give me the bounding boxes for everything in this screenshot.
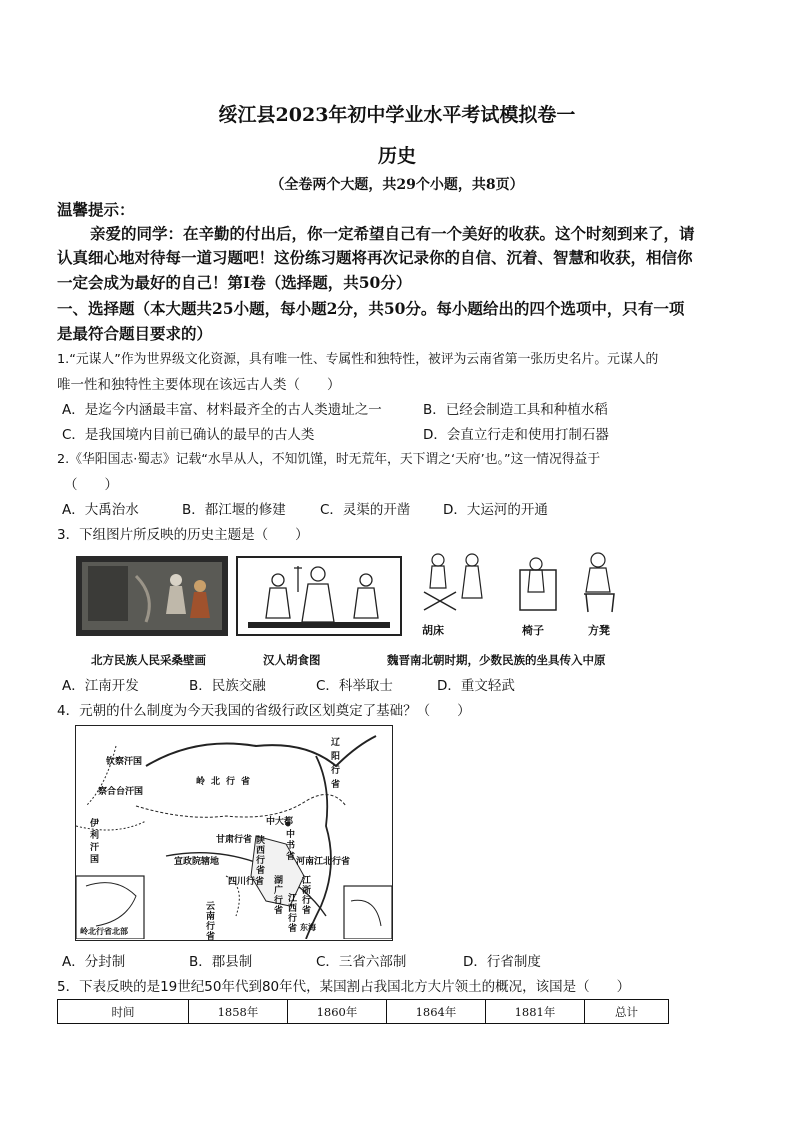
q3-option-b[interactable]: B．民族交融 (189, 678, 266, 694)
q3-caption-mural: 北方民族人民采桑壁画 (91, 653, 206, 667)
map-label-kipchak: 钦察汗国 (106, 757, 143, 767)
q4-stem: 4．元朝的什么制度为今天我国的省级行政区划奠定了基础？（ ） (57, 703, 471, 719)
furniture-label-hu-bed: 胡床 (422, 624, 444, 637)
exam-title: 绥江县2023年初中学业水平考试模拟卷一 (218, 104, 576, 126)
han-hu-food-image (236, 556, 402, 636)
subject-title: 历史 (377, 145, 416, 167)
map-label-huguang: 湖广行省 (274, 876, 284, 916)
q5-stem: 5．下表反映的是19世纪50年代到80年代，某国割占我国北方大片领土的概况，该国是（ ） (57, 979, 631, 995)
map-label-lingbei: 岭北行省 (196, 777, 257, 787)
q2-stem-line-1: 2.《华阳国志·蜀志》记载“水旱从人，不知饥馑，时无荒年，天下谓之‘天府’也。”这一情况得益于 (57, 452, 601, 467)
furniture-label-stool: 方凳 (588, 624, 610, 637)
map-label-sichuan: 四川行省 (228, 877, 265, 887)
q4-option-b[interactable]: B．郡县制 (189, 954, 253, 970)
q4-option-d[interactable]: D．行省制度 (463, 954, 541, 970)
map-label-ilkhan: 伊利汗国 (90, 819, 100, 865)
q2-option-a[interactable]: A．大禹治水 (62, 502, 139, 518)
map-label-chagatai: 察合台汗国 (98, 787, 144, 797)
section-1-line-1: 一、选择题（本大题共25小题，每小题2分，共50分。每小题给出的四个选项中，只有一项 (57, 299, 685, 318)
q2-stem-line-2: （ ） (64, 477, 118, 493)
q2-option-c[interactable]: C．灵渠的开凿 (320, 502, 411, 518)
map-label-zhongshu: 中书省 (286, 830, 296, 862)
tip-line-2: 认真细心地对待每一道习题吧！这份练习题将再次记录你的自信、沉着、智慧和收获，相信你 (57, 248, 693, 267)
q3-stem: 3．下组图片所反映的历史主题是（ ） (57, 527, 309, 543)
han-diners-icon (238, 558, 400, 634)
q3-option-a[interactable]: A．江南开发 (62, 678, 139, 694)
q3-caption-hu-food: 汉人胡食图 (263, 653, 321, 667)
exam-structure-note: （全卷两个大题，共29个小题，共8页） (270, 177, 524, 193)
q1-option-a[interactable]: A．是迄今内涵最丰富、材料最齐全的古人类遗址之一 (62, 402, 382, 418)
table-header-1864: 1864年 (387, 1000, 486, 1024)
map-label-shaanxi: 陕西行省 (256, 836, 266, 876)
map-label-gansu: 甘肃行省 (216, 835, 253, 845)
q1-option-d[interactable]: D．会直立行走和使用打制石器 (423, 427, 609, 443)
q4-option-c[interactable]: C．三省六部制 (316, 954, 407, 970)
map-label-capital: 中大都 (266, 817, 294, 827)
q4-option-a[interactable]: A．分封制 (62, 954, 126, 970)
furniture-image (412, 548, 634, 644)
q3-caption-furniture: 魏晋南北朝时期，少数民族的坐具传入中原 (387, 653, 606, 667)
map-label-jiangxi: 江西行省 (288, 894, 298, 934)
territory-table (57, 999, 669, 1024)
map-label-liaoyang: 辽阳行省 (331, 738, 341, 790)
map-label-inset: 岭北行省北部 (80, 926, 128, 936)
table-header-1881: 1881年 (486, 1000, 585, 1024)
tip-heading: 温馨提示： (57, 200, 135, 219)
map-label-xuanzheng: 宣政院辖地 (174, 857, 220, 867)
map-label-jiangzhe: 江浙行省 (302, 876, 312, 916)
q1-option-b[interactable]: B．已经会制造工具和种植水稻 (423, 402, 608, 418)
table-header-row (58, 1000, 669, 1024)
map-label-henan: 河南江北行省 (296, 857, 351, 867)
q1-stem-line-2: 唯一性和独特性主要体现在该远古人类（ ） (57, 377, 341, 393)
yuan-dynasty-map (75, 725, 393, 941)
mural-figures-icon (76, 556, 228, 636)
table-header-1858: 1858年 (189, 1000, 288, 1024)
q3-option-d[interactable]: D．重文轻武 (437, 678, 515, 694)
table-header-total: 总计 (585, 1000, 669, 1024)
furniture-label-chair: 椅子 (522, 624, 544, 637)
mulberry-mural-image (76, 556, 228, 636)
q1-stem-line-1: 1.“元谋人”作为世界级文化资源，具有唯一性、专属性和独特性，被评为云南省第一张历史名片。元谋人的 (57, 352, 659, 367)
q2-option-b[interactable]: B．都江堰的修建 (182, 502, 286, 518)
q1-option-c[interactable]: C．是我国境内目前已确认的最早的古人类 (62, 427, 315, 443)
map-label-yunnan: 云南行省 (206, 902, 216, 941)
table-header-1860: 1860年 (288, 1000, 387, 1024)
q2-option-d[interactable]: D．大运河的开通 (443, 502, 548, 518)
furniture-sketch-icon (412, 548, 634, 618)
section-1-line-2: 是最符合题目要求的） (57, 324, 213, 343)
tip-line-1: 亲爱的同学：在辛勤的付出后，你一定希望自己有一个美好的收获。这个时刻到来了，请 (90, 224, 695, 243)
q3-option-c[interactable]: C．科举取士 (316, 678, 393, 694)
table-header-time: 时间 (58, 1000, 189, 1024)
map-label-east-sea: 东海 (300, 922, 316, 932)
tip-line-3: 一定会成为最好的自己！第Ⅰ卷（选择题，共50分） (57, 273, 412, 292)
